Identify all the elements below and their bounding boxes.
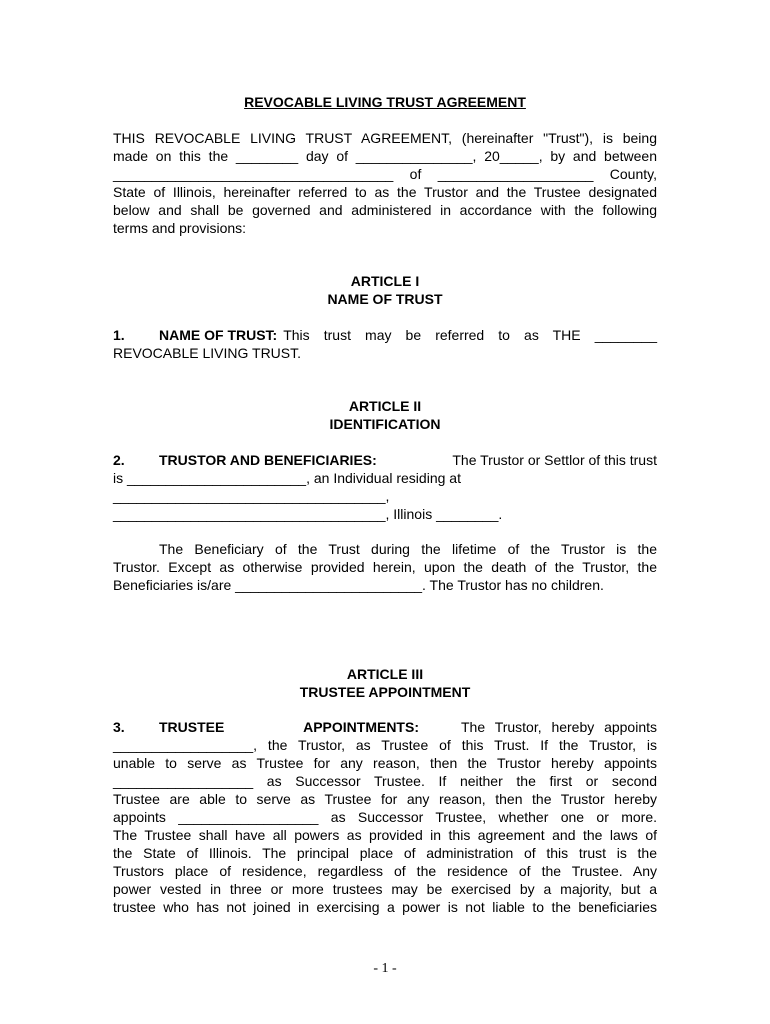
section-line: ___________________________________, (113, 488, 390, 504)
paragraph-line: The Beneficiary of the Trust during the lifetime of the Trustor is the (159, 541, 657, 557)
section-line: The Trustee shall have all powers as provided in this agreement and the laws of (113, 827, 657, 843)
beneficiary-paragraph (113, 540, 657, 594)
section-3 (113, 718, 657, 916)
section-line: unable to serve as Trustee for any reason, then the Trustor hereby appoints (113, 755, 657, 771)
section-number: 2. (113, 452, 125, 468)
intro-line: below and shall be governed and administered in accordance with the following (113, 202, 657, 218)
section-text: This trust may be referred to as THE ________ (283, 327, 657, 343)
section-number: 3. (113, 719, 125, 735)
article-1-heading: ARTICLE I (350, 273, 420, 289)
section-line: power vested in three or more trustees may be exercised by a majority, but a (113, 881, 657, 897)
section-line: trustee who has not joined in exercising a power is not liable to the beneficiaries (113, 899, 657, 915)
article-1-subheading: NAME OF TRUST (327, 291, 443, 307)
intro-line: made on this the ________ day of _______________, 20_____, by and between (113, 148, 657, 164)
intro-paragraph (113, 129, 657, 237)
section-2-first-line (113, 451, 657, 469)
intro-line: terms and provisions: (113, 220, 247, 236)
section-1 (113, 326, 657, 362)
paragraph-line: Beneficiaries is/are ________________________. The Trustor has no children. (113, 577, 604, 593)
article-3-subheading: TRUSTEE APPOINTMENT (299, 684, 471, 700)
article-3-heading: ARTICLE III (346, 666, 424, 682)
section-line: __________________ as Successor Trustee. If neither the first or second (113, 773, 657, 789)
section-line: Trustee are able to serve as Trustee for any reason, then the Trustor hereby (113, 791, 657, 807)
paragraph-line: Trustor. Except as otherwise provided herein, upon the death of the Trustor, the (113, 559, 657, 575)
section-line: Trustors place of residence, regardless of the residence of the Trustee. Any (113, 863, 657, 879)
section-3-first-line (113, 718, 657, 736)
section-line: __________________, the Trustor, as Trustee of this Trust. If the Trustor, is (113, 737, 657, 753)
intro-line: ____________________________________ of ____________________ County, (113, 166, 657, 182)
section-label: NAME OF TRUST: (159, 327, 278, 343)
section-label: TRUSTEE APPOINTMENTS: (159, 719, 419, 735)
page-number: - 1 - (373, 961, 397, 976)
section-label: TRUSTOR AND BENEFICIARIES: (159, 452, 377, 468)
section-text: The Trustor or Settlor of this trust (452, 452, 657, 468)
section-line: REVOCABLE LIVING TRUST. (113, 345, 302, 361)
section-line: the State of Illinois. The principal place of administration of this trust is the (113, 845, 657, 861)
document-title: REVOCABLE LIVING TRUST AGREEMENT (244, 94, 526, 110)
section-line: ___________________________________, Illinois ________. (113, 506, 503, 522)
section-line: appoints __________________ as Successor Trustee, whether one or more. (113, 809, 657, 825)
intro-line: THIS REVOCABLE LIVING TRUST AGREEMENT, (hereinafter "Trust"), is being (113, 130, 657, 146)
article-2-heading: ARTICLE II (348, 398, 422, 414)
section-1-first-line (113, 326, 657, 344)
article-2-subheading: IDENTIFICATION (329, 416, 441, 432)
section-number: 1. (113, 327, 125, 343)
section-text: The Trustor, hereby appoints (461, 719, 657, 735)
section-2 (113, 451, 657, 523)
section-line: is _______________________, an Individual residing at (113, 470, 461, 486)
intro-line: State of Illinois, hereinafter referred to as the Trustor and the Trustee designated (113, 184, 657, 200)
